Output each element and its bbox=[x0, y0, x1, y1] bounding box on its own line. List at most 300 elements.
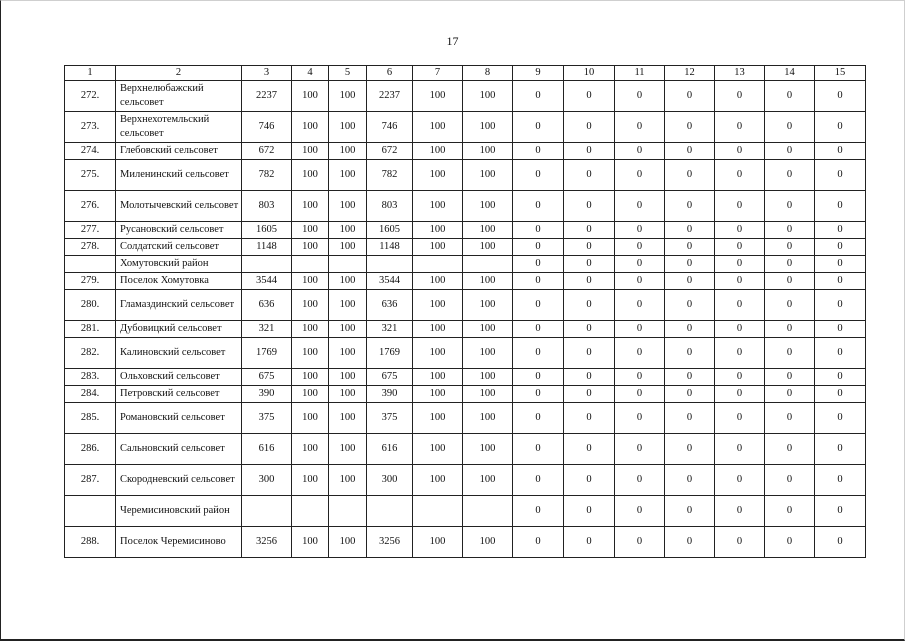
value-cell: 0 bbox=[715, 338, 765, 369]
value-cell: 100 bbox=[292, 465, 329, 496]
row-number-cell: 275. bbox=[65, 160, 116, 191]
value-cell: 0 bbox=[715, 239, 765, 256]
value-cell: 0 bbox=[564, 434, 615, 465]
value-cell: 100 bbox=[329, 290, 367, 321]
value-cell: 0 bbox=[715, 112, 765, 143]
value-cell: 0 bbox=[765, 369, 815, 386]
value-cell: 0 bbox=[564, 496, 615, 527]
value-cell: 100 bbox=[329, 386, 367, 403]
value-cell: 100 bbox=[292, 239, 329, 256]
value-cell: 100 bbox=[413, 338, 463, 369]
value-cell: 0 bbox=[513, 81, 564, 112]
value-cell: 0 bbox=[815, 403, 866, 434]
value-cell: 0 bbox=[513, 222, 564, 239]
column-header: 14 bbox=[765, 66, 815, 81]
value-cell: 390 bbox=[367, 386, 413, 403]
value-cell: 746 bbox=[367, 112, 413, 143]
value-cell: 0 bbox=[615, 527, 665, 558]
column-header: 2 bbox=[116, 66, 242, 81]
value-cell: 0 bbox=[765, 338, 815, 369]
row-number-cell: 272. bbox=[65, 81, 116, 112]
table-row bbox=[65, 143, 866, 160]
value-cell: 100 bbox=[413, 369, 463, 386]
table-row bbox=[65, 191, 866, 222]
row-number-cell: 277. bbox=[65, 222, 116, 239]
value-cell bbox=[292, 496, 329, 527]
value-cell: 100 bbox=[292, 273, 329, 290]
value-cell: 675 bbox=[367, 369, 413, 386]
value-cell: 0 bbox=[513, 386, 564, 403]
value-cell bbox=[367, 496, 413, 527]
value-cell: 675 bbox=[242, 369, 292, 386]
municipality-name-cell: Хомутовский район bbox=[116, 256, 242, 273]
value-cell: 100 bbox=[292, 434, 329, 465]
value-cell: 100 bbox=[463, 143, 513, 160]
value-cell: 100 bbox=[292, 338, 329, 369]
municipality-name-cell: Дубовицкий сельсовет bbox=[116, 321, 242, 338]
value-cell bbox=[242, 256, 292, 273]
value-cell: 100 bbox=[292, 386, 329, 403]
value-cell: 0 bbox=[815, 369, 866, 386]
value-cell: 3256 bbox=[242, 527, 292, 558]
value-cell: 0 bbox=[715, 160, 765, 191]
municipality-name-cell: Сальновский сельсовет bbox=[116, 434, 242, 465]
value-cell: 100 bbox=[329, 191, 367, 222]
value-cell: 0 bbox=[665, 256, 715, 273]
value-cell: 0 bbox=[615, 403, 665, 434]
value-cell: 0 bbox=[765, 112, 815, 143]
value-cell: 300 bbox=[242, 465, 292, 496]
value-cell: 375 bbox=[242, 403, 292, 434]
page-number: 17 bbox=[446, 34, 459, 48]
value-cell: 100 bbox=[463, 112, 513, 143]
row-number-cell: 283. bbox=[65, 369, 116, 386]
value-cell: 0 bbox=[715, 369, 765, 386]
value-cell: 0 bbox=[815, 160, 866, 191]
value-cell: 0 bbox=[615, 496, 665, 527]
value-cell: 0 bbox=[815, 434, 866, 465]
column-header: 5 bbox=[329, 66, 367, 81]
value-cell: 0 bbox=[513, 496, 564, 527]
table-row bbox=[65, 290, 866, 321]
table-row bbox=[65, 338, 866, 369]
value-cell: 0 bbox=[715, 143, 765, 160]
value-cell: 782 bbox=[242, 160, 292, 191]
value-cell: 375 bbox=[367, 403, 413, 434]
value-cell: 0 bbox=[513, 273, 564, 290]
value-cell: 0 bbox=[615, 143, 665, 160]
value-cell: 100 bbox=[329, 403, 367, 434]
value-cell: 0 bbox=[513, 191, 564, 222]
value-cell: 0 bbox=[765, 191, 815, 222]
value-cell: 100 bbox=[413, 273, 463, 290]
value-cell: 100 bbox=[329, 143, 367, 160]
value-cell: 0 bbox=[765, 160, 815, 191]
value-cell: 672 bbox=[367, 143, 413, 160]
row-number-cell: 285. bbox=[65, 403, 116, 434]
row-number-cell: 276. bbox=[65, 191, 116, 222]
value-cell: 100 bbox=[463, 239, 513, 256]
value-cell: 0 bbox=[765, 290, 815, 321]
column-header: 6 bbox=[367, 66, 413, 81]
column-header: 4 bbox=[292, 66, 329, 81]
value-cell: 0 bbox=[815, 321, 866, 338]
value-cell: 0 bbox=[665, 191, 715, 222]
value-cell: 100 bbox=[463, 290, 513, 321]
value-cell bbox=[413, 496, 463, 527]
value-cell: 100 bbox=[413, 434, 463, 465]
row-number-cell: 279. bbox=[65, 273, 116, 290]
value-cell: 3544 bbox=[242, 273, 292, 290]
value-cell: 1769 bbox=[367, 338, 413, 369]
value-cell: 0 bbox=[815, 143, 866, 160]
value-cell: 782 bbox=[367, 160, 413, 191]
value-cell: 0 bbox=[665, 222, 715, 239]
value-cell: 100 bbox=[463, 273, 513, 290]
value-cell: 0 bbox=[715, 527, 765, 558]
value-cell: 616 bbox=[367, 434, 413, 465]
column-header: 8 bbox=[463, 66, 513, 81]
municipality-name-cell: Гламаздинский сельсовет bbox=[116, 290, 242, 321]
value-cell: 0 bbox=[715, 496, 765, 527]
value-cell: 0 bbox=[513, 338, 564, 369]
value-cell: 0 bbox=[665, 239, 715, 256]
value-cell: 0 bbox=[615, 191, 665, 222]
value-cell: 100 bbox=[463, 81, 513, 112]
value-cell: 0 bbox=[564, 112, 615, 143]
table-row bbox=[65, 403, 866, 434]
value-cell: 0 bbox=[815, 386, 866, 403]
value-cell: 0 bbox=[765, 434, 815, 465]
value-cell: 100 bbox=[413, 386, 463, 403]
table-row bbox=[65, 386, 866, 403]
value-cell: 0 bbox=[765, 386, 815, 403]
value-cell: 0 bbox=[715, 321, 765, 338]
value-cell: 0 bbox=[815, 527, 866, 558]
municipality-name-cell: Калиновский сельсовет bbox=[116, 338, 242, 369]
value-cell: 0 bbox=[665, 496, 715, 527]
municipality-name-cell: Молотычевский сельсовет bbox=[116, 191, 242, 222]
value-cell: 100 bbox=[329, 160, 367, 191]
value-cell bbox=[367, 256, 413, 273]
row-number-cell: 274. bbox=[65, 143, 116, 160]
value-cell: 100 bbox=[329, 81, 367, 112]
value-cell: 0 bbox=[765, 273, 815, 290]
column-header: 3 bbox=[242, 66, 292, 81]
data-table bbox=[64, 65, 866, 558]
value-cell: 100 bbox=[329, 222, 367, 239]
value-cell: 616 bbox=[242, 434, 292, 465]
value-cell: 0 bbox=[564, 338, 615, 369]
value-cell: 0 bbox=[815, 112, 866, 143]
value-cell: 0 bbox=[765, 403, 815, 434]
value-cell: 0 bbox=[665, 81, 715, 112]
municipality-name-cell: Петровский сельсовет bbox=[116, 386, 242, 403]
value-cell: 0 bbox=[615, 273, 665, 290]
value-cell: 0 bbox=[615, 112, 665, 143]
value-cell: 0 bbox=[715, 386, 765, 403]
header-row bbox=[65, 66, 866, 81]
value-cell: 0 bbox=[665, 403, 715, 434]
value-cell: 0 bbox=[564, 222, 615, 239]
value-cell: 0 bbox=[615, 386, 665, 403]
table-row bbox=[65, 256, 866, 273]
value-cell: 0 bbox=[715, 81, 765, 112]
value-cell: 0 bbox=[665, 527, 715, 558]
row-number-cell: 273. bbox=[65, 112, 116, 143]
municipality-name-cell: Ольховский сельсовет bbox=[116, 369, 242, 386]
column-header: 15 bbox=[815, 66, 866, 81]
municipality-name-cell: Поселок Хомутовка bbox=[116, 273, 242, 290]
value-cell: 100 bbox=[413, 403, 463, 434]
value-cell: 672 bbox=[242, 143, 292, 160]
value-cell: 100 bbox=[329, 273, 367, 290]
table-row bbox=[65, 81, 866, 112]
value-cell: 100 bbox=[292, 321, 329, 338]
value-cell: 300 bbox=[367, 465, 413, 496]
value-cell: 100 bbox=[413, 321, 463, 338]
table-row bbox=[65, 434, 866, 465]
value-cell: 0 bbox=[765, 81, 815, 112]
value-cell: 0 bbox=[665, 143, 715, 160]
row-number-cell: 286. bbox=[65, 434, 116, 465]
value-cell: 100 bbox=[292, 81, 329, 112]
municipality-name-cell: Верхнелюбажский сельсовет bbox=[116, 81, 242, 112]
value-cell: 0 bbox=[615, 434, 665, 465]
value-cell: 0 bbox=[815, 273, 866, 290]
value-cell: 100 bbox=[329, 527, 367, 558]
value-cell: 0 bbox=[765, 256, 815, 273]
value-cell: 0 bbox=[765, 222, 815, 239]
value-cell: 0 bbox=[715, 434, 765, 465]
value-cell: 0 bbox=[715, 290, 765, 321]
column-header: 9 bbox=[513, 66, 564, 81]
value-cell: 0 bbox=[615, 290, 665, 321]
municipality-name-cell: Скородневский сельсовет bbox=[116, 465, 242, 496]
value-cell: 100 bbox=[463, 465, 513, 496]
value-cell: 0 bbox=[665, 434, 715, 465]
value-cell: 100 bbox=[413, 465, 463, 496]
row-number-cell: 282. bbox=[65, 338, 116, 369]
value-cell: 0 bbox=[615, 256, 665, 273]
value-cell: 0 bbox=[815, 81, 866, 112]
value-cell: 0 bbox=[765, 465, 815, 496]
value-cell: 0 bbox=[765, 143, 815, 160]
value-cell: 0 bbox=[665, 321, 715, 338]
value-cell: 0 bbox=[564, 386, 615, 403]
table-row bbox=[65, 465, 866, 496]
value-cell: 0 bbox=[765, 527, 815, 558]
value-cell: 0 bbox=[715, 222, 765, 239]
municipality-name-cell: Русановский сельсовет bbox=[116, 222, 242, 239]
value-cell: 0 bbox=[665, 290, 715, 321]
value-cell: 0 bbox=[665, 160, 715, 191]
value-cell: 0 bbox=[715, 403, 765, 434]
value-cell: 2237 bbox=[367, 81, 413, 112]
value-cell: 0 bbox=[615, 321, 665, 338]
value-cell: 0 bbox=[564, 256, 615, 273]
value-cell: 0 bbox=[665, 386, 715, 403]
value-cell: 0 bbox=[615, 239, 665, 256]
value-cell: 0 bbox=[564, 81, 615, 112]
municipality-name-cell: Миленинский сельсовет bbox=[116, 160, 242, 191]
table-row bbox=[65, 527, 866, 558]
value-cell: 100 bbox=[413, 81, 463, 112]
value-cell: 0 bbox=[564, 369, 615, 386]
value-cell: 0 bbox=[715, 273, 765, 290]
value-cell: 100 bbox=[463, 403, 513, 434]
value-cell: 100 bbox=[292, 160, 329, 191]
value-cell: 0 bbox=[513, 403, 564, 434]
value-cell: 0 bbox=[665, 465, 715, 496]
table-row bbox=[65, 496, 866, 527]
table-row bbox=[65, 222, 866, 239]
value-cell: 0 bbox=[815, 191, 866, 222]
value-cell: 0 bbox=[665, 338, 715, 369]
value-cell: 0 bbox=[815, 465, 866, 496]
value-cell: 0 bbox=[665, 273, 715, 290]
value-cell: 0 bbox=[715, 256, 765, 273]
value-cell: 100 bbox=[292, 403, 329, 434]
value-cell: 100 bbox=[413, 112, 463, 143]
value-cell: 0 bbox=[615, 369, 665, 386]
value-cell: 0 bbox=[513, 527, 564, 558]
value-cell: 1769 bbox=[242, 338, 292, 369]
value-cell: 321 bbox=[242, 321, 292, 338]
value-cell: 100 bbox=[463, 527, 513, 558]
value-cell: 3256 bbox=[367, 527, 413, 558]
value-cell: 0 bbox=[715, 191, 765, 222]
value-cell: 100 bbox=[329, 338, 367, 369]
value-cell: 0 bbox=[564, 191, 615, 222]
row-number-cell bbox=[65, 256, 116, 273]
value-cell: 636 bbox=[242, 290, 292, 321]
column-header: 13 bbox=[715, 66, 765, 81]
value-cell: 100 bbox=[329, 321, 367, 338]
value-cell bbox=[463, 256, 513, 273]
value-cell: 100 bbox=[292, 527, 329, 558]
table-row bbox=[65, 239, 866, 256]
value-cell: 100 bbox=[413, 160, 463, 191]
row-number-cell bbox=[65, 496, 116, 527]
value-cell: 100 bbox=[463, 222, 513, 239]
municipality-name-cell: Солдатский сельсовет bbox=[116, 239, 242, 256]
value-cell: 100 bbox=[463, 434, 513, 465]
row-number-cell: 287. bbox=[65, 465, 116, 496]
municipality-name-cell: Поселок Черемисиново bbox=[116, 527, 242, 558]
value-cell: 100 bbox=[463, 321, 513, 338]
row-number-cell: 280. bbox=[65, 290, 116, 321]
row-number-cell: 288. bbox=[65, 527, 116, 558]
value-cell: 100 bbox=[292, 369, 329, 386]
value-cell bbox=[242, 496, 292, 527]
value-cell: 1148 bbox=[242, 239, 292, 256]
value-cell: 0 bbox=[564, 273, 615, 290]
value-cell: 100 bbox=[292, 222, 329, 239]
municipality-name-cell: Глебовский сельсовет bbox=[116, 143, 242, 160]
value-cell: 0 bbox=[665, 112, 715, 143]
table-row bbox=[65, 160, 866, 191]
municipality-name-cell: Романовский сельсовет bbox=[116, 403, 242, 434]
value-cell: 0 bbox=[815, 239, 866, 256]
value-cell: 803 bbox=[242, 191, 292, 222]
value-cell: 0 bbox=[564, 403, 615, 434]
value-cell: 1605 bbox=[367, 222, 413, 239]
value-cell bbox=[292, 256, 329, 273]
value-cell: 0 bbox=[513, 290, 564, 321]
value-cell: 0 bbox=[815, 256, 866, 273]
value-cell: 0 bbox=[564, 160, 615, 191]
value-cell: 0 bbox=[615, 338, 665, 369]
column-header: 1 bbox=[65, 66, 116, 81]
value-cell: 1148 bbox=[367, 239, 413, 256]
value-cell: 0 bbox=[815, 496, 866, 527]
value-cell: 100 bbox=[413, 527, 463, 558]
value-cell: 0 bbox=[564, 465, 615, 496]
value-cell: 0 bbox=[564, 143, 615, 160]
value-cell: 1605 bbox=[242, 222, 292, 239]
value-cell: 100 bbox=[463, 386, 513, 403]
value-cell: 100 bbox=[463, 369, 513, 386]
row-number-cell: 281. bbox=[65, 321, 116, 338]
value-cell: 0 bbox=[564, 239, 615, 256]
value-cell: 0 bbox=[765, 239, 815, 256]
value-cell: 0 bbox=[513, 369, 564, 386]
value-cell: 100 bbox=[413, 191, 463, 222]
value-cell: 100 bbox=[413, 290, 463, 321]
value-cell: 0 bbox=[513, 143, 564, 160]
value-cell: 636 bbox=[367, 290, 413, 321]
value-cell: 0 bbox=[513, 239, 564, 256]
value-cell bbox=[329, 496, 367, 527]
column-header: 7 bbox=[413, 66, 463, 81]
value-cell: 100 bbox=[413, 143, 463, 160]
value-cell: 0 bbox=[615, 465, 665, 496]
column-header: 12 bbox=[665, 66, 715, 81]
column-header: 11 bbox=[615, 66, 665, 81]
value-cell bbox=[413, 256, 463, 273]
value-cell: 100 bbox=[463, 160, 513, 191]
value-cell: 100 bbox=[329, 434, 367, 465]
table-row bbox=[65, 369, 866, 386]
value-cell: 100 bbox=[463, 338, 513, 369]
value-cell bbox=[329, 256, 367, 273]
value-cell: 0 bbox=[513, 160, 564, 191]
value-cell bbox=[463, 496, 513, 527]
value-cell: 2237 bbox=[242, 81, 292, 112]
row-number-cell: 284. bbox=[65, 386, 116, 403]
value-cell: 0 bbox=[715, 465, 765, 496]
value-cell: 100 bbox=[329, 112, 367, 143]
value-cell: 321 bbox=[367, 321, 413, 338]
value-cell: 746 bbox=[242, 112, 292, 143]
value-cell: 803 bbox=[367, 191, 413, 222]
value-cell: 100 bbox=[413, 222, 463, 239]
value-cell: 0 bbox=[815, 338, 866, 369]
value-cell: 100 bbox=[292, 143, 329, 160]
value-cell: 0 bbox=[564, 527, 615, 558]
value-cell: 0 bbox=[615, 222, 665, 239]
value-cell: 100 bbox=[329, 369, 367, 386]
value-cell: 0 bbox=[615, 160, 665, 191]
value-cell: 100 bbox=[329, 465, 367, 496]
value-cell: 100 bbox=[292, 290, 329, 321]
municipality-name-cell: Черемисиновский район bbox=[116, 496, 242, 527]
value-cell: 100 bbox=[292, 191, 329, 222]
value-cell: 0 bbox=[513, 434, 564, 465]
row-number-cell: 278. bbox=[65, 239, 116, 256]
value-cell: 0 bbox=[815, 290, 866, 321]
